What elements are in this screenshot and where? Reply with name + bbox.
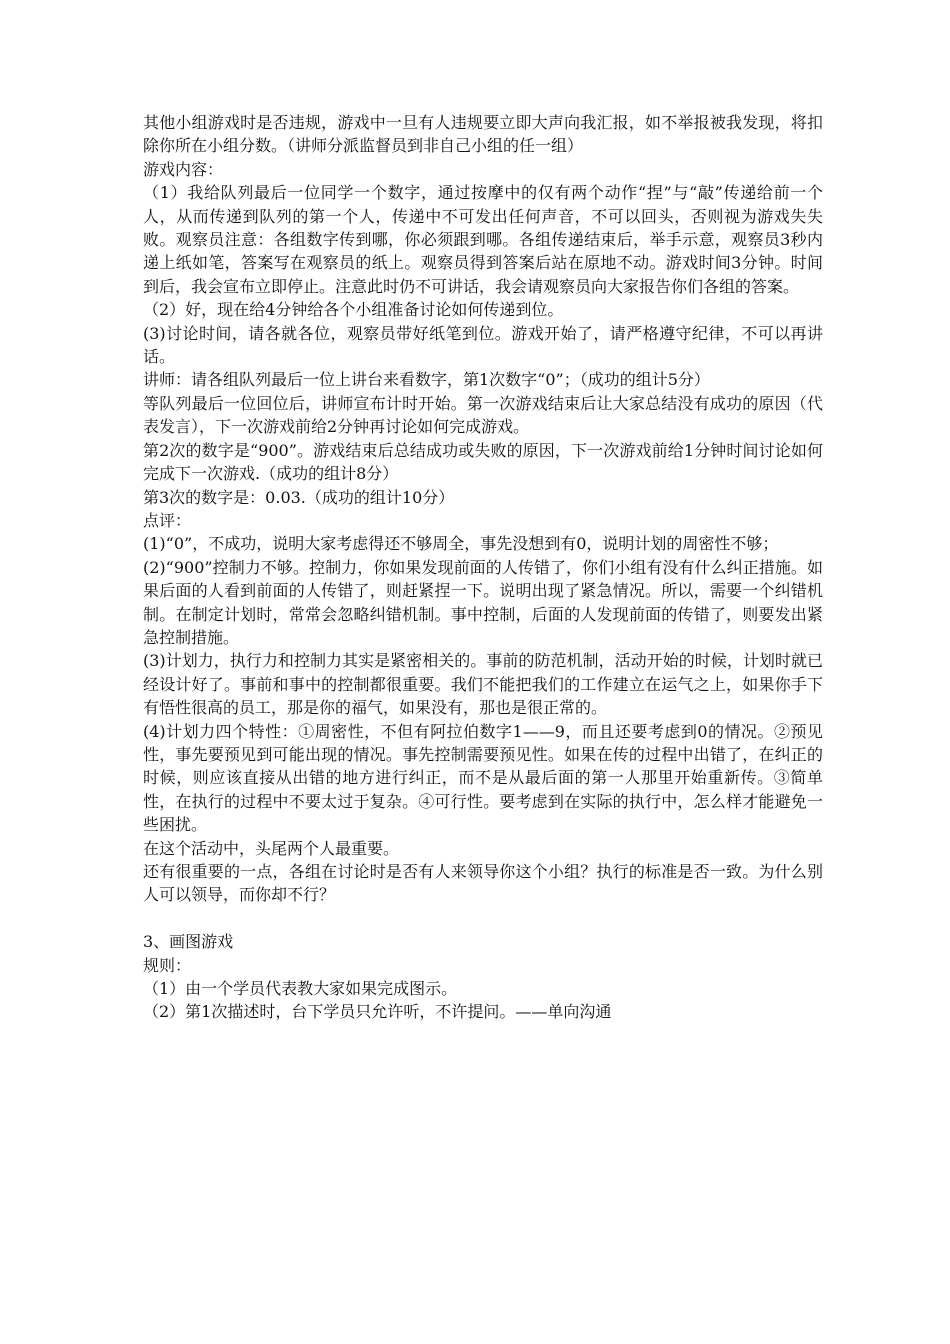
paragraph-leadership: 还有很重要的一点，各组在讨论时是否有人来领导你这个小组？执行的标准是否一致。为什么别人可以领导，而你却不行？ xyxy=(143,862,823,905)
paragraph-rule-1: （1）由一个学员代表教大家如果完成图示。 xyxy=(143,979,458,999)
document-page xyxy=(143,111,823,1024)
paragraph-round-2: 第2次的数字是“900”。游戏结束后总结成功或失败的原因，下一次游戏前给1分钟时间讨论如何完成下一次游戏.（成功的组计8分） xyxy=(143,440,823,484)
paragraph-rule-2: （2）第1次描述时，台下学员只允许听，不许提问。——单向沟通 xyxy=(143,1002,612,1022)
paragraph-comment-2: (2)“900”控制力不够。控制力，你如果发现前面的人传错了，你们小组有没有什么纠正措施。如果后面的人看到前面的人传错了，则赶紧捏一下。说明出现了紧急情况。所以，需要一个纠错机制。在制定计划时，常常会忽略纠错机制。事中控制，后面的人发现前面的传错了，则要发出紧急控制措施。 xyxy=(143,557,823,647)
paragraph-comment-3: (3)计划力，执行力和控制力其实是紧密相关的。事前的防范机制，活动开始的时候，计划时就已经设计好了。事前和事中的控制都很重要。我们不能把我们的工作建立在运气之上，如果你手下有悟性很高的员工，那是你的福气，如果没有，那也是很正常的。 xyxy=(143,651,823,718)
blank-line xyxy=(143,907,823,930)
paragraph-game-content-heading: 游戏内容： xyxy=(143,159,224,179)
paragraph-rules-supervision: 其他小组游戏时是否违规，游戏中一旦有人违规要立即大声向我汇报，如不举报被我发现，将扣除你所在小组分数。（讲师分派监督员到非自己小组的任一组） xyxy=(143,113,823,156)
paragraph-step-3: (3)讨论时间，请各就各位，观察员带好纸笔到位。游戏开始了，请严格遵守纪律，不可以再讲话。 xyxy=(143,323,823,367)
paragraph-step-1: （1）我给队列最后一位同学一个数字，通过按摩中的仅有两个动作“捏”与“敲”传递给前一个人，从而传递到队列的第一个人，传递中不可发出任何声音，不可以回头，否则视为游戏失失败。观察员注意：各组数字传到哪，你必须跟到哪。各组传递结束后，举手示意，观察员3秒内递上纸如笔，答案写在观察员的纸上。观察员得到答案后站在原地不动。游戏时间3分钟。时间到后，我会宣布立即停止。注意此时仍不可讲话，我会请观察员向大家报告你们各组的答案。 xyxy=(143,183,823,296)
paragraph-key-people: 在这个活动中，头尾两个人最重要。 xyxy=(143,838,400,858)
paragraph-comment-4: (4)计划力四个特性：①周密性，不但有阿拉伯数字1——9，而且还要考虑到0的情况。②预见性，事先要预见到可能出现的情况。事先控制需要预见性。如果在传的过程中出错了，在纠正的时候，则应该直接从出错的地方进行纠正，而不是从最后面的第一人那里开始重新传。③简单性，在执行的过程中不要太过于复杂。④可行性。要考虑到在实际的执行中，怎么样才能避免一些困扰。 xyxy=(143,721,823,835)
section-heading-drawing-game: 3、画图游戏 xyxy=(143,932,234,952)
paragraph-comment-heading: 点评： xyxy=(143,510,192,530)
paragraph-round-3: 第3次的数字是：0.03.（成功的组计10分） xyxy=(143,487,455,507)
paragraph-comment-1: (1)“0”，不成功，说明大家考虑得还不够周全，事先没想到有0，说明计划的周密性不够； xyxy=(143,534,779,554)
paragraph-rules-heading: 规则： xyxy=(143,955,192,975)
paragraph-instructor-round-1: 讲师：请各组队列最后一位上讲台来看数字，第1次数字“0”；（成功的组计5分） xyxy=(143,370,710,390)
paragraph-round-1-summary: 等队列最后一位回位后，讲师宣布计时开始。第一次游戏结束后让大家总结没有成功的原因（代表发言），下一次游戏前给2分钟再讨论如何完成游戏。 xyxy=(143,393,823,437)
paragraph-step-2: （2）好，现在给4分钟给各个小组准备讨论如何传递到位。 xyxy=(143,300,564,320)
